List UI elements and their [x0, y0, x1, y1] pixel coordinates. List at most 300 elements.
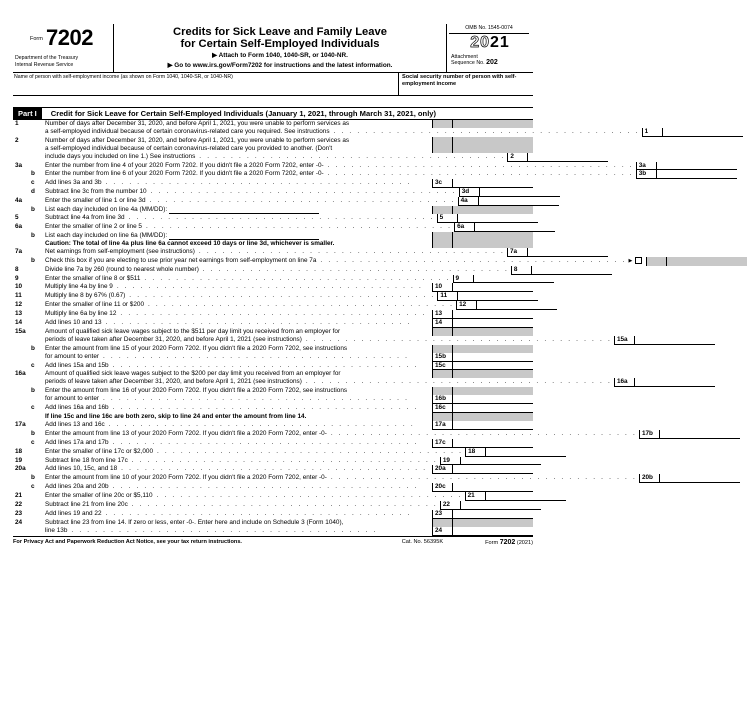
line-text	[45, 501, 440, 510]
line-sub-letter	[31, 197, 45, 206]
leader-dots: . . . . . . . . . . . . . . . . . . . . . . . . . . . . . . . . . . . . . . .	[127, 501, 438, 509]
line-text-content: Enter the smaller of line 17c or $2,000	[45, 447, 153, 455]
amount-field[interactable]	[460, 457, 541, 466]
dept-name: Department of the Treasury	[15, 55, 79, 61]
line-text-content: a self-employed individual because of certain coronavirus-related care you provided to another. (Don't	[45, 144, 333, 152]
line-text	[45, 301, 456, 310]
line-box-label	[432, 206, 452, 214]
tax-year-suffix: 21	[490, 34, 510, 51]
catalog-number: Cat. No. 56395K	[401, 538, 444, 545]
leader-dots: . . . . . . . . . . . . . . . . . . . . . . . . . . . . . . . . . . . . . . .	[329, 127, 640, 135]
line-box-label: 21	[465, 492, 485, 501]
line-number	[13, 240, 31, 248]
line-sub-letter	[31, 448, 45, 457]
line-box-label: 3b	[636, 170, 656, 179]
line-sub-letter	[31, 328, 45, 336]
line-sub-letter	[31, 353, 45, 362]
form-line	[13, 345, 533, 353]
footer-form-id	[485, 539, 533, 546]
line-box-label: 6a	[454, 223, 474, 232]
line-number: 21	[15, 492, 23, 500]
line-sub-letter	[31, 510, 45, 519]
form-line	[13, 188, 533, 197]
amount-field[interactable]	[634, 378, 715, 387]
privacy-notice: For Privacy Act and Paperwork Reduction Act Notice, see your tax return instructions.	[13, 538, 242, 545]
amount-field[interactable]	[634, 336, 715, 345]
line-text	[45, 362, 432, 371]
line-box-label: 15a	[614, 336, 634, 345]
line-text-content: Enter the amount from line 16 of your 2020 Form 7202. If you didn't file a 2020 Form 7202, see instructions	[45, 387, 348, 395]
line-number: 9	[15, 274, 19, 282]
leader-dots: . . . . . . . . . . . . . . . . . . . . . . . . . . . . . . . . . . . . . . .	[195, 152, 506, 160]
amount-field	[452, 345, 533, 353]
line-text-content: Add lines 19 and 22	[45, 509, 102, 517]
name-field[interactable]	[13, 73, 398, 95]
line-sub-letter	[31, 413, 45, 421]
form-line	[13, 387, 533, 395]
line-box-label: 7a	[507, 248, 527, 257]
form-page	[13, 0, 653, 546]
line-box-label: 11	[437, 292, 457, 301]
form-line	[13, 378, 628, 387]
amount-field[interactable]	[452, 439, 533, 448]
line-text-content: include days you included on line 1.) See instructions	[45, 152, 196, 160]
line-text	[45, 283, 432, 292]
form-line	[13, 223, 533, 232]
amount-field[interactable]	[662, 128, 743, 137]
leader-dots: . . . . . . . . . . . . . . . . . . . . . . . . . . . . . . . . . . . . . . .	[108, 483, 419, 491]
line-text	[45, 465, 432, 474]
leader-dots: . . . . . . . . . . . . . . . . . . . . . . . . . . . . . . . . . . . . . . .	[152, 492, 463, 500]
line-box-label	[432, 370, 452, 378]
line-box-label: 10	[432, 283, 452, 292]
form-line	[13, 421, 533, 430]
line-number: 22	[15, 501, 23, 509]
leader-dots: . . . . . . . . . . . . . . . . . . . . . . . . . . . . . . . . . . . . . . .	[153, 447, 464, 455]
amount-field	[452, 120, 533, 128]
amount-field[interactable]	[656, 170, 737, 179]
line-text-content: Enter the smaller of line 1 or line 3d	[45, 197, 146, 205]
line-text	[45, 370, 432, 378]
amount-field[interactable]	[452, 465, 533, 474]
line-sub-letter: c	[31, 404, 35, 412]
line-sub-letter	[31, 336, 45, 345]
amount-field[interactable]	[457, 292, 538, 301]
leader-dots: . . . . . . . . . . . . . . . . . . . . . . . . . . . . . . . . . . . . . . .	[125, 292, 436, 300]
line-text-content: If line 15c and line 16c are both zero, skip to line 24 and enter the amount from line 14.	[45, 413, 307, 420]
irs-name: Internal Revenue Service	[15, 62, 74, 68]
line-text-content: Caution: The total of line 4a plus line 6a cannot exceed 10 days or line 3d, whichever is smaller.	[45, 239, 335, 247]
amount-field[interactable]	[531, 266, 612, 275]
form-line	[13, 483, 533, 492]
line-text	[45, 257, 628, 266]
arrow-icon: ▶	[628, 257, 633, 264]
line-text	[45, 179, 432, 188]
leader-dots: . . . . . . . . . . . . . . . . . . . . . . . . . . . . . . . . . . . . . . .	[301, 335, 612, 343]
line-text-content: Multiply line 4a by line 9	[45, 283, 113, 291]
amount-field[interactable]	[457, 214, 538, 223]
amount-field[interactable]	[527, 248, 608, 257]
line-sub-letter: b	[31, 231, 35, 239]
amount-field[interactable]	[452, 283, 533, 292]
line-text	[45, 474, 639, 483]
line-text	[45, 336, 614, 345]
amount-field[interactable]	[659, 474, 740, 483]
amount-field[interactable]	[485, 448, 566, 457]
amount-field	[452, 370, 533, 378]
omb-number: OMB No. 1545-0074	[449, 25, 529, 34]
leader-dots: . . . . . . . . . . . . . . . . . . . . . . . . . . . . . . . . . . . . . . .	[323, 170, 634, 178]
line-text-content: for amount to enter	[45, 395, 99, 403]
line-number	[13, 188, 31, 197]
line-text	[45, 430, 639, 439]
line-text	[45, 162, 636, 171]
form-line	[13, 266, 533, 275]
line-sub-letter: c	[31, 438, 35, 446]
line-sub-letter	[31, 527, 45, 536]
line-number	[13, 336, 31, 345]
line-text	[45, 137, 432, 145]
line-sub-letter: b	[31, 387, 35, 395]
amount-field[interactable]	[452, 510, 533, 519]
line-sub-letter	[31, 137, 45, 145]
line-number: 14	[15, 319, 23, 327]
line-sub-letter	[31, 275, 45, 284]
line-box-label: 16a	[614, 378, 634, 387]
amount-field[interactable]	[452, 527, 533, 536]
line-text	[45, 292, 437, 301]
leader-dots: . . . . . . . . . . . . . . . . . . . . . . . . . . . . . . . . . . . . . . .	[104, 420, 415, 428]
form-line	[13, 232, 533, 240]
attachment-sequence	[451, 54, 498, 67]
form-line	[13, 439, 533, 448]
line-sub-letter	[31, 301, 45, 310]
line-text-content: Subtract line 18 from line 17c	[45, 456, 128, 464]
line-text	[45, 492, 465, 501]
amount-field[interactable]	[452, 483, 533, 492]
leader-dots: . . . . . . . . . . . . . . . . . . . . . . . . . . . . . . . . . . . . . . .	[145, 197, 456, 205]
amount-field[interactable]	[452, 362, 533, 371]
line-box-label: 18	[465, 448, 485, 457]
line-text-content: Enter the amount from line 13 of your 2020 Form 7202. If you didn't file a 2020 Form 7202, enter -0-	[45, 429, 327, 437]
line-number: 17a	[15, 420, 26, 428]
line-sub-letter	[31, 214, 45, 223]
line-box-label: 8	[511, 266, 531, 275]
leader-dots: . . . . . . . . . . . . . . . . . . . . . . . . . . . . . . . . . . . . . . .	[194, 247, 505, 255]
line-box-label: 3d	[459, 188, 479, 197]
line-sub-letter: b	[31, 474, 35, 482]
form-line	[13, 310, 533, 319]
line-box-label: 17a	[432, 421, 452, 430]
line-text-content: Add lines 17a and 17b	[45, 438, 109, 446]
line-number	[13, 179, 31, 188]
line-text-content: Net earnings from self-employment (see instructions)	[45, 247, 195, 255]
form-line	[13, 256, 633, 266]
form-line	[13, 413, 533, 421]
line-text-content: Add lines 10 and 13	[45, 319, 102, 327]
line-text-content: Add lines 16a and 16b	[45, 404, 109, 412]
form-line	[13, 292, 533, 301]
form-line	[13, 429, 653, 439]
line-box-label: 17c	[432, 439, 452, 448]
line-box-label	[432, 240, 452, 248]
part1-header	[13, 107, 533, 120]
form-line	[13, 370, 533, 378]
line-text-content: Enter the amount from line 15 of your 2020 Form 7202. If you didn't file a 2020 Form 7202, see instructions	[45, 344, 348, 352]
form-line	[13, 145, 533, 153]
amount-field[interactable]	[527, 153, 608, 162]
form-line	[13, 319, 533, 328]
amount-field[interactable]	[452, 319, 533, 328]
form-line	[13, 120, 533, 128]
form-id-block	[13, 24, 114, 72]
amount-field	[452, 206, 533, 214]
line-text	[45, 353, 432, 362]
amount-field	[452, 413, 533, 421]
amount-field[interactable]	[452, 404, 533, 413]
line-box-label	[432, 345, 452, 353]
line-box-label: 16b	[432, 395, 452, 404]
line-text	[45, 387, 432, 395]
form-footer	[13, 536, 533, 546]
line-box-label	[432, 120, 452, 128]
line-sub-letter	[31, 370, 45, 378]
line-number	[13, 404, 31, 413]
name-label: Name of person with self-employment income (as shown on Form 1040, 1040-SR, or 1040-NR)	[14, 74, 233, 80]
line-number: 20a	[15, 465, 26, 473]
name-row	[13, 73, 533, 96]
line-number: 6a	[15, 222, 23, 230]
line-text-content: Enter the smaller of line 2 or line 5	[45, 222, 142, 230]
form-line	[13, 465, 533, 474]
leader-dots: . . . . . . . . . . . . . . . . . . . . . . . . . . . . . . . . . . . . . . .	[124, 213, 435, 221]
line-number: 23	[15, 509, 23, 517]
form-line	[13, 501, 533, 510]
form-line	[13, 362, 533, 371]
line-number	[13, 439, 31, 448]
line-sub-letter	[31, 292, 45, 301]
line-number: 13	[15, 310, 23, 318]
line-sub-letter: d	[31, 188, 35, 196]
amount-field[interactable]	[452, 310, 533, 319]
line-text	[45, 527, 432, 536]
line-text-content: Add lines 3a and 3b	[45, 179, 102, 187]
line-sub-letter: c	[31, 361, 35, 369]
line-number: 12	[15, 301, 23, 309]
form-line	[13, 301, 533, 310]
line-text-content: Subtract line 3c from the number 10	[45, 188, 147, 196]
amount-field	[452, 328, 533, 336]
line-text	[45, 197, 458, 206]
line-text	[45, 223, 454, 232]
leader-dots: . . . . . . . . . . . . . . . . . . . . . . . . . . . . . . . . . . . . . . .	[101, 179, 412, 187]
leader-dots: . . . . . . . . . . . . . . . . . . . . . . . . . . . . . . . . . . . . . . .	[144, 301, 455, 309]
line-sub-letter: b	[31, 206, 35, 214]
line-sub-letter: c	[31, 483, 35, 491]
line-text-content: Number of days after December 31, 2020, and before April 1, 2021, you were unable to perform services as	[45, 120, 350, 127]
line-sub-letter	[31, 501, 45, 510]
tax-year-prefix: 20	[470, 34, 490, 51]
form-line	[13, 404, 533, 413]
form-line	[13, 492, 533, 501]
line-text	[45, 128, 642, 137]
line-text-content: Add lines 13 and 16c	[45, 420, 105, 428]
line-number: 19	[15, 456, 23, 464]
line-number: 11	[15, 292, 22, 300]
line-box-label: 14	[432, 319, 452, 328]
line-text-content: Subtract line 21 from line 20c	[45, 501, 128, 509]
line-sub-letter: b	[31, 256, 35, 264]
line-text	[45, 310, 432, 319]
leader-dots: . . . . . . . . . . . . . . . . . . . . . . . . . . . . . . . . . . . . . . .	[323, 161, 634, 169]
agency	[15, 55, 78, 69]
line-sub-letter	[31, 248, 45, 257]
form-line	[13, 519, 533, 527]
line-text	[45, 248, 507, 257]
leader-dots: . . . . . . . . . . . . . . . . . . . . . . . . . . . . . . . . . . . . . . .	[108, 361, 419, 369]
line-box-label	[432, 328, 452, 336]
line-sub-letter	[31, 162, 45, 171]
line-number: 18	[15, 447, 23, 455]
line-box-label: 16c	[432, 404, 452, 413]
footer-form-word: Form	[485, 539, 499, 546]
leader-dots: . . . . . . . . . . . . . . . . . . . . . . . . . . . . . . . . . . . . . . .	[101, 509, 412, 517]
line-text-content: List each day included on line 4a (MM/DD):	[45, 206, 168, 214]
line-text-content: Amount of qualified sick leave wages subject to the $200 per day limit you received from an employer for	[45, 370, 341, 378]
amount-field[interactable]	[476, 301, 557, 310]
checkbox-wrap	[628, 257, 646, 266]
line-number	[13, 353, 31, 362]
line-number	[13, 474, 31, 483]
form-line	[13, 240, 533, 248]
line-text	[45, 345, 432, 353]
line-text-content: Add lines 20a and 20b	[45, 483, 109, 491]
line-text	[45, 120, 432, 128]
line-sub-letter	[31, 378, 45, 387]
form-line	[13, 214, 533, 223]
line-box-label: 19	[440, 457, 460, 466]
form-line	[13, 510, 533, 519]
line-sub-letter: c	[31, 179, 35, 187]
line-box-label	[432, 413, 452, 421]
amount-field[interactable]	[485, 492, 566, 501]
line-box-label: 15b	[432, 353, 452, 362]
form-line	[13, 328, 533, 336]
amount-field[interactable]	[452, 179, 533, 188]
line-text-content: a self-employed individual because of certain coronavirus-related care you required. See instructions	[45, 127, 330, 135]
amount-field[interactable]	[460, 501, 541, 510]
line-text	[45, 519, 432, 527]
leader-dots: . . . . . . . . . . . . . . . . . . . . . . . . . . . . . . . . . . . . . . .	[301, 378, 612, 386]
amount-field[interactable]	[452, 421, 533, 430]
line-number	[13, 378, 31, 387]
amount-field	[452, 145, 533, 153]
line-sub-letter	[31, 240, 45, 248]
line-text-content: Subtract line 23 from line 14. If zero or less, enter -0-. Enter here and include on Schedule 3 (Form 1040),	[45, 518, 344, 526]
amount-field[interactable]	[659, 430, 740, 439]
amount-field[interactable]	[473, 275, 554, 284]
line-text-content: Divide line 7a by 260 (round to nearest whole number)	[45, 265, 199, 273]
line-number	[13, 170, 31, 179]
line-text-content: Enter the smaller of line 20c or $5,110	[45, 492, 153, 500]
attachment-label: Attachment	[451, 54, 478, 60]
line-box-label: 15c	[432, 362, 452, 371]
line-box-label: 22	[440, 501, 460, 510]
line-sub-letter	[31, 457, 45, 466]
tax-year	[447, 34, 533, 52]
form-line	[13, 206, 533, 214]
amount-field	[666, 257, 747, 266]
leader-dots: . . . . . . . . . . . . . . . . . . . . . . . . . . . . . . . . . . . . . . .	[198, 265, 509, 273]
line-text	[45, 214, 437, 223]
line-sub-letter	[31, 519, 45, 527]
line-number	[13, 145, 31, 153]
line-sub-letter: b	[31, 170, 35, 178]
line-sub-letter	[31, 223, 45, 232]
amount-field[interactable]	[478, 197, 559, 206]
line-text	[45, 483, 432, 492]
ssn-field[interactable]	[398, 73, 533, 95]
leader-dots: . . . . . . . . . . . . . . . . . . . . . . . . . . . . . . . . . . . . . . .	[101, 319, 412, 327]
line-box-label: 20b	[639, 474, 659, 483]
line-number	[13, 483, 31, 492]
form-line	[13, 474, 653, 483]
line-text	[45, 319, 432, 328]
line-number	[13, 430, 31, 439]
form-line	[13, 179, 533, 188]
amount-field[interactable]	[452, 395, 533, 404]
line-box-label: 20a	[432, 465, 452, 474]
ssn-label: Social security number of person with self-employment income	[402, 74, 517, 87]
amount-field[interactable]	[452, 353, 533, 362]
leader-dots: . . . . . . . . . . . . . . . . . . . . . . . . . . . . . . . . . . . . . . .	[326, 429, 637, 437]
line-text	[45, 170, 636, 179]
line-text-content: Enter the smaller of line 8 or $511	[45, 274, 141, 282]
line-text	[45, 328, 432, 336]
footer-year: (2021)	[516, 539, 533, 546]
line-text	[45, 457, 440, 466]
form-line	[13, 127, 649, 137]
amount-field[interactable]	[479, 188, 560, 197]
line-text	[45, 413, 432, 421]
line-text-content: periods of leave taken after December 31, 2020, and before April 1, 2021 (see instructions)	[45, 378, 302, 386]
leader-dots: . . . . . . . . . . . . . . . . . . . . . . . . . . . . . . . . . . . . . . .	[316, 256, 627, 264]
amount-field[interactable]	[656, 162, 737, 171]
form-line	[13, 527, 533, 536]
form-line	[13, 153, 533, 162]
line-sub-letter	[31, 153, 45, 162]
line-text-content: Enter the number from line 6 of your 2020 Form 7202. If you didn't file a 2020 Form 7202, enter -0-	[45, 170, 324, 178]
goto-instruction: ▶ Go to www.irs.gov/Form7202 for instructions and the latest information.	[167, 62, 393, 69]
line-box-label: 9	[453, 275, 473, 284]
line-text	[45, 240, 432, 248]
line-box-label: 2	[507, 153, 527, 162]
line-text	[45, 275, 453, 284]
line-text-content: Multiply line 8 by 67% (0.67)	[45, 292, 126, 300]
form-title-line1: Credits for Sick Leave and Family Leave	[173, 26, 387, 38]
form-word: Form	[30, 36, 43, 42]
line-number: 24	[15, 518, 23, 526]
line-number	[13, 232, 31, 240]
line-text-content: Amount of qualified sick leave wages subject to the $511 per day limit you received from an employer for	[45, 327, 341, 335]
line-sub-letter	[31, 492, 45, 501]
amount-field[interactable]	[474, 223, 555, 232]
line-text-content: periods of leave taken after December 31, 2020, and before April 1, 2021 (see instructions)	[45, 335, 302, 343]
prior-year-checkbox[interactable]	[635, 257, 642, 264]
form-line	[13, 170, 647, 179]
leader-dots: . . . . . . . . . . . . . . . . . . . . . . . . . . . . . . . . . . . . . . .	[146, 188, 457, 196]
line-text	[45, 206, 432, 214]
